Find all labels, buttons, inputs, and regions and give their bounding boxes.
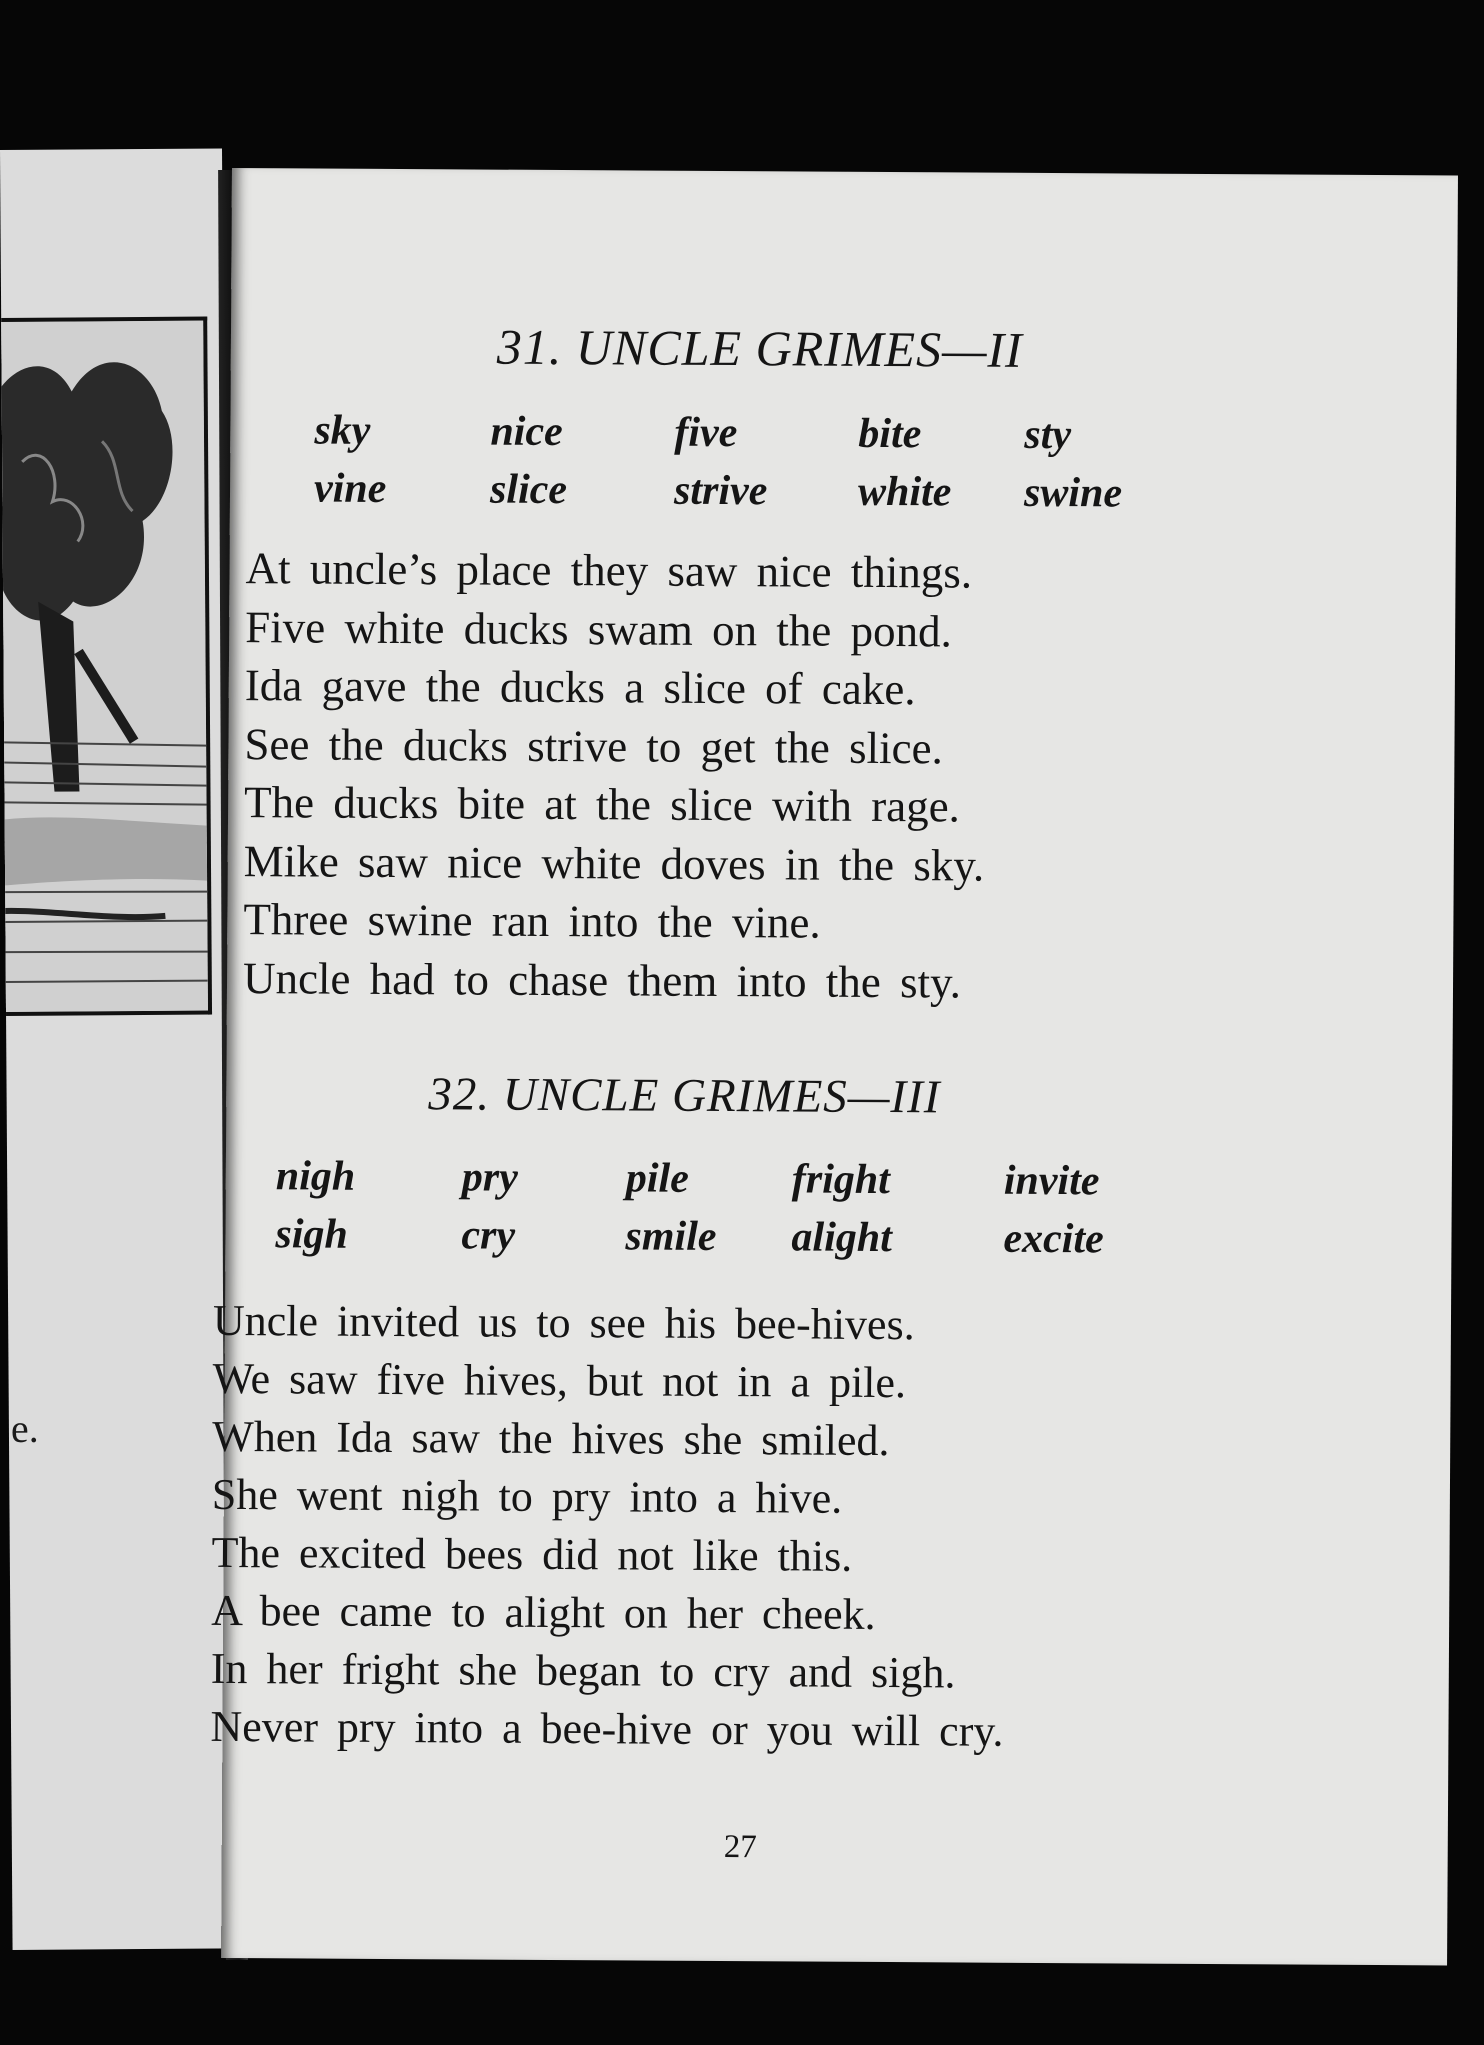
lesson-31-word-list [314,407,1165,518]
vocab-word: nice [490,408,563,456]
lesson-32-reading [210,1292,1006,1761]
vocab-word: white [857,468,952,516]
lesson-31-title: 31. UNCLE GRIMES—II [496,318,1023,378]
reading-line: The ducks bite at the slice with rage. [243,777,961,832]
vocab-word: slice [489,466,568,514]
vocab-word: sigh [275,1211,349,1258]
reading-line: See the ducks strive to get the slice. [244,718,943,773]
left-facing-page [0,148,235,1950]
reading-line: Mike saw nice white doves in the sky. [243,835,985,891]
reading-line: At uncle’s place they saw nice things. [245,543,973,598]
left-page-text-fragment: e. [10,1405,39,1451]
lesson-32-word-list [275,1152,1144,1263]
vocab-word: strive [673,467,768,515]
lesson-32-title: 32. UNCLE GRIMES—III [428,1068,941,1124]
reading-line: Uncle had to chase them into the sty. [242,952,962,1007]
lesson-31-reading [243,539,986,1012]
woodcut-illustration [0,317,212,1017]
reading-line: Three swine ran into the vine. [243,894,821,948]
vocab-word: pry [461,1154,518,1201]
vocab-word: fright [791,1156,891,1204]
vocab-word: excite [1003,1215,1104,1263]
reading-line: The excited bees did not like this. [211,1527,853,1581]
reading-line: Never pry into a bee-hive or you will cry. [210,1701,1004,1756]
reading-line: A bee came to alight on her cheek. [211,1585,876,1639]
reading-line: Five white ducks swam on the pond. [245,601,953,656]
reading-line: We saw five hives, but not in a pile. [212,1353,907,1408]
vocab-word: swine [1023,469,1123,517]
vocab-word: sty [1024,411,1072,459]
page-number: 27 [723,1829,757,1866]
vocab-word: invite [1003,1157,1100,1205]
vocab-word: cry [461,1212,516,1259]
reading-line: When Ida saw the hives she smiled. [212,1411,890,1466]
vocab-word: sky [314,407,371,454]
vocab-word: pile [625,1155,689,1202]
vocab-word: bite [858,410,922,458]
book-page [210,168,1458,1965]
vocab-word: alight [791,1214,892,1262]
vocab-word: vine [313,465,387,512]
reading-line: Ida gave the ducks a slice of cake. [244,660,916,715]
vocab-word: nigh [275,1153,356,1200]
reading-line: She went nigh to pry into a hive. [211,1469,843,1523]
vocab-word: smile [625,1213,717,1260]
reading-line: In her fright she began to cry and sigh. [210,1643,956,1698]
reading-line: Uncle invited us to see his bee-hives. [212,1295,915,1350]
vocab-word: five [674,409,738,457]
